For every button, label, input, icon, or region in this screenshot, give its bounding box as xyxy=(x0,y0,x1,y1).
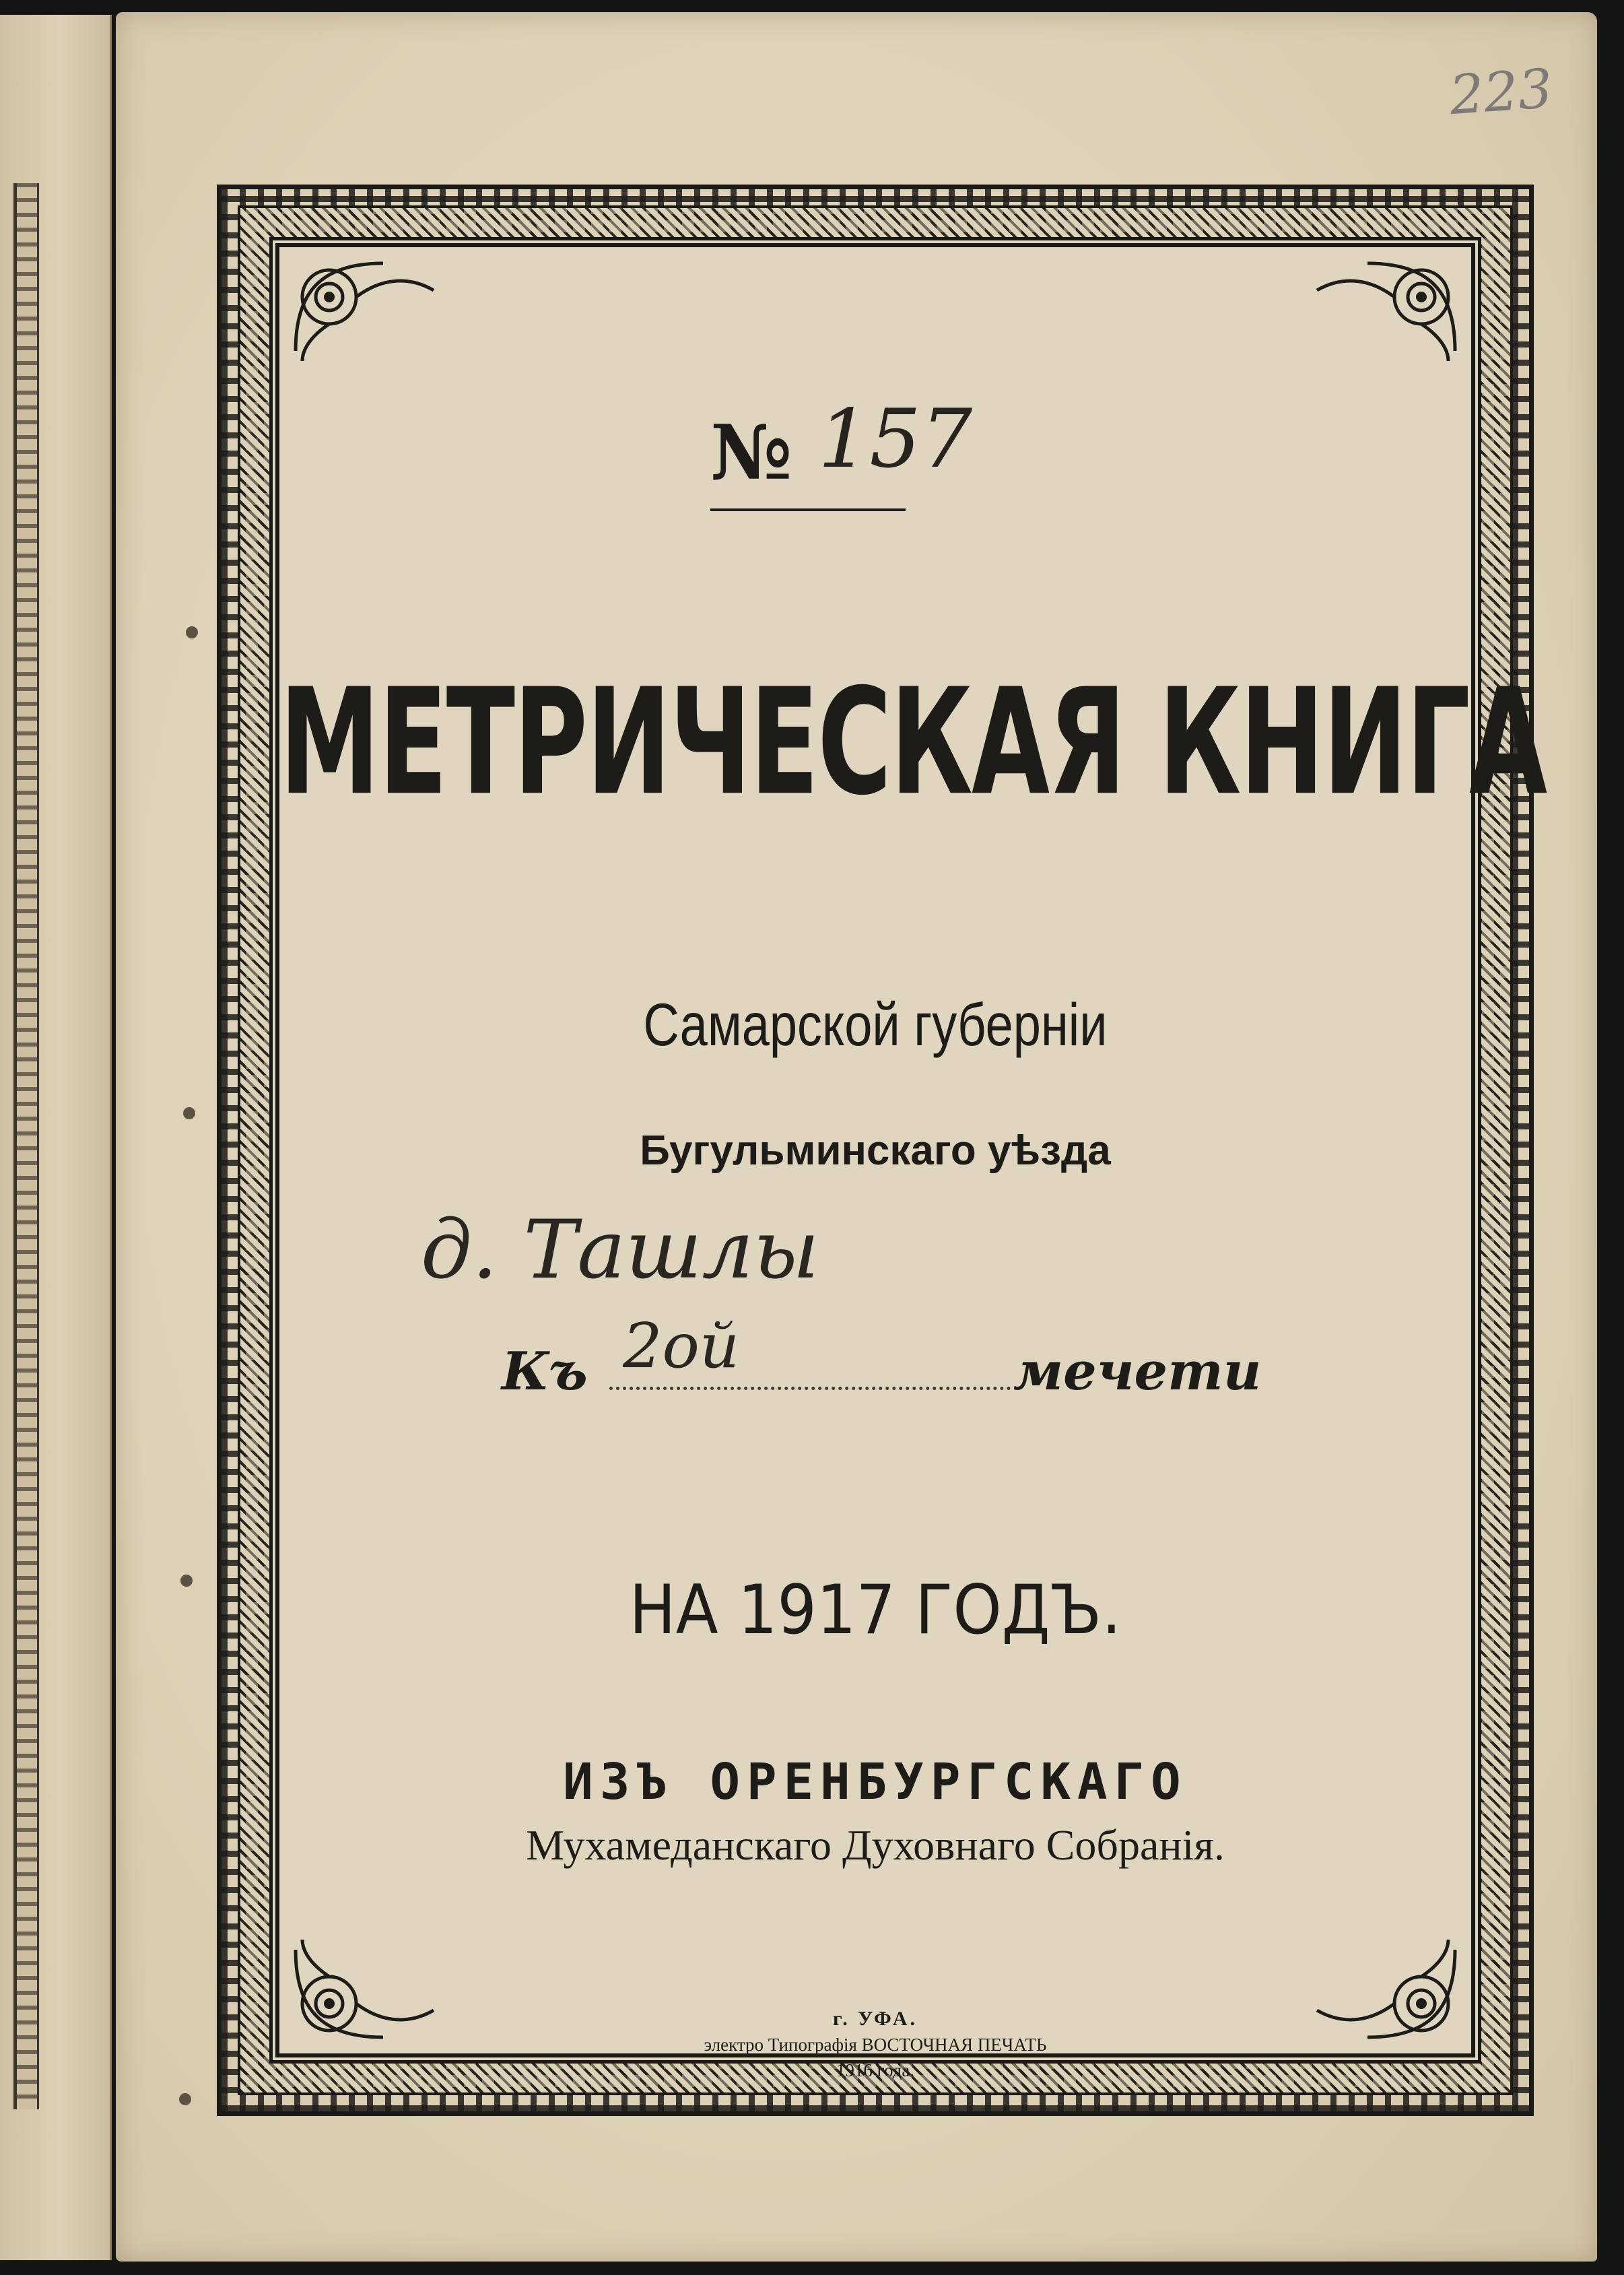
assembly-line: Мухамеданскаго Духовнаго Собранiя. xyxy=(526,1821,1225,1869)
adjacent-page-ornament xyxy=(13,183,39,2109)
imprint-press: электро Типографiя ВОСТОЧНАЯ ПЕЧАТЬ xyxy=(704,2035,1047,2055)
imprint-year: 1916 года. xyxy=(836,2060,915,2080)
archive-page-number: 223 xyxy=(1448,57,1555,127)
mosque-number-handwritten: 2ой xyxy=(623,1310,740,1382)
binding-hole xyxy=(186,626,198,638)
register-number-handwritten: 157 xyxy=(818,393,973,486)
mosque-prefix: Къ xyxy=(502,1341,588,1402)
year-line: НА 1917 ГОДЪ. xyxy=(629,1570,1122,1650)
number-sign: № xyxy=(710,409,790,497)
mosque-line xyxy=(502,1310,1310,1422)
adjacent-page-edge xyxy=(0,15,112,2260)
province-line: Самарской губернiи xyxy=(643,991,1108,1059)
register-number xyxy=(710,393,980,510)
number-underline xyxy=(710,508,906,511)
issuer-line: ИЗЪ ОРЕНБУРГСКАГО xyxy=(563,1753,1188,1811)
village-handwritten: д. Ташлы xyxy=(421,1204,819,1297)
cover-content xyxy=(279,247,1547,2080)
binding-hole xyxy=(180,1575,193,1587)
text-panel xyxy=(275,243,1547,2080)
imprint-city: г. УФА. xyxy=(832,2008,918,2030)
ornamental-border xyxy=(217,185,1547,2116)
district-line: Бугульминскаго уѣзда xyxy=(640,1127,1111,1174)
mosque-suffix: мечети xyxy=(1013,1341,1262,1402)
register-cover-page xyxy=(116,12,1597,2262)
binding-hole xyxy=(179,2093,191,2105)
binding-hole xyxy=(183,1107,195,1119)
page-title: МЕТРИЧЕСКАЯ КНИГА xyxy=(279,658,1547,828)
fill-in-dotted-line xyxy=(609,1387,1011,1390)
